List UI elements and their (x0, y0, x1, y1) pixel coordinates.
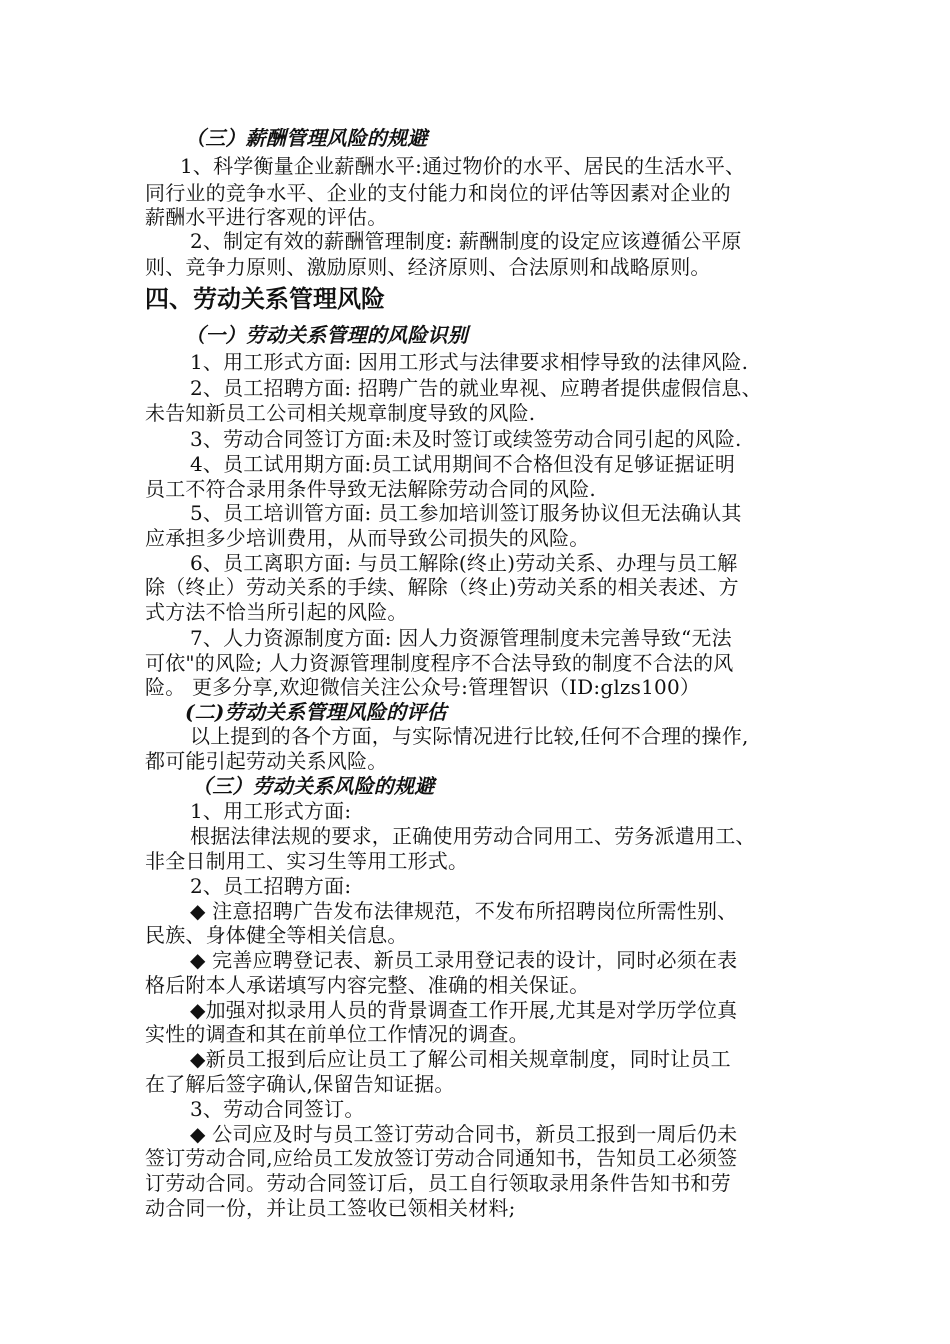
paragraph-line: 险。 更多分享,欢迎微信关注公众号:管理智识（ID:glzs100） (145, 675, 701, 699)
paragraph-line: 4、员工试用期方面:员工试用期间不合格但没有足够证据证明 (190, 452, 736, 476)
paragraph-line: 2、制定有效的薪酬管理制度: 薪酬制度的设定应该遵循公平原 (190, 229, 742, 253)
paragraph-line: 7、人力资源制度方面: 因人力资源管理制度未完善导致“无法 (190, 626, 732, 650)
paragraph-line: 式方法不恰当所引起的风险。 (145, 600, 408, 624)
paragraph-line: 则、竞争力原则、激励原则、经济原则、合法原则和战略原则。 (145, 255, 711, 279)
paragraph-line: 可依"的风险; 人力资源管理制度程序不合法导致的制度不合法的风 (145, 651, 734, 675)
subsection-heading-risk-assessment: (二)劳动关系管理风险的评估 (185, 700, 447, 724)
paragraph-line: 6、员工离职方面: 与员工解除(终止)劳动关系、办理与员工解 (190, 551, 738, 575)
paragraph-line: 同行业的竞争水平、企业的支付能力和岗位的评估等因素对企业的 (145, 181, 731, 205)
paragraph-line: 在了解后签字确认,保留告知证据。 (145, 1072, 455, 1096)
paragraph-line: 1、用工形式方面: 因用工形式与法律要求相悖导致的法律风险. (190, 350, 749, 374)
bullet-line: ◆ 注意招聘广告发布法律规范，不发布所招聘岗位所需性别、 (190, 899, 738, 923)
paragraph-line: 1、用工形式方面: (190, 799, 352, 823)
paragraph-line: 都可能引起劳动关系风险。 (145, 749, 388, 773)
subsection-heading-risk-avoidance: （三）劳动关系风险的规避 (192, 774, 435, 798)
paragraph-line: 1、科学衡量企业薪酬水平:通过物价的水平、居民的生活水平、 (180, 154, 746, 178)
paragraph-line: 民族、身体健全等相关信息。 (145, 923, 408, 947)
bullet-line: ◆ 完善应聘登记表、新员工录用登记表的设计，同时必须在表 (190, 948, 738, 972)
paragraph-line: 订劳动合同。劳动合同签订后，员工自行领取录用条件告知书和劳 (145, 1171, 731, 1195)
paragraph-line: 根据法律法规的要求，正确使用劳动合同用工、劳务派遣用工、 (190, 824, 756, 848)
paragraph-line: 动合同一份，并让员工签收已领相关材料; (145, 1196, 516, 1220)
paragraph-line: 签订劳动合同,应给员工发放签订劳动合同通知书，告知员工必须签 (145, 1146, 738, 1170)
subsection-heading-risk-identification: （一）劳动关系管理的风险识别 (185, 323, 468, 347)
paragraph-line: 以上提到的各个方面，与实际情况进行比较,任何不合理的操作, (190, 724, 749, 748)
paragraph-line: 2、员工招聘方面: (190, 874, 352, 898)
paragraph-line: 薪酬水平进行客观的评估。 (145, 205, 388, 229)
paragraph-line: 未告知新员工公司相关规章制度导致的风险. (145, 401, 536, 425)
bullet-line: ◆加强对拟录用人员的背景调查工作开展,尤其是对学历学位真 (190, 998, 738, 1022)
bullet-line: ◆ 公司应及时与员工签订劳动合同书，新员工报到一周后仍未 (190, 1122, 738, 1146)
paragraph-line: 3、劳动合同签订。 (190, 1097, 365, 1121)
paragraph-line: 5、员工培训管方面: 员工参加培训签订服务协议但无法确认其 (190, 501, 742, 525)
section-title-labor-relations-risk: 四、劳动关系管理风险 (145, 285, 385, 313)
subsection-heading-salary-risk-avoidance: （三）薪酬管理风险的规避 (185, 126, 428, 150)
paragraph-line: 3、劳动合同签订方面:未及时签订或续签劳动合同引起的风险. (190, 427, 742, 451)
paragraph-line: 除（终止）劳动关系的手续、解除（终止)劳动关系的相关表述、方 (145, 575, 739, 599)
paragraph-line: 非全日制用工、实习生等用工形式。 (145, 849, 469, 873)
paragraph-line: 格后附本人承诺填写内容完整、准确的相关保证。 (145, 973, 590, 997)
paragraph-line: 2、员工招聘方面: 招聘广告的就业卑视、应聘者提供虚假信息、 (190, 376, 762, 400)
paragraph-line: 应承担多少培训费用，从而导致公司损失的风险。 (145, 526, 590, 550)
bullet-line: ◆新员工报到后应让员工了解公司相关规章制度，同时让员工 (190, 1047, 731, 1071)
paragraph-line: 员工不符合录用条件导致无法解除劳动合同的风险. (145, 477, 596, 501)
paragraph-line: 实性的调查和其在前单位工作情况的调查。 (145, 1022, 529, 1046)
